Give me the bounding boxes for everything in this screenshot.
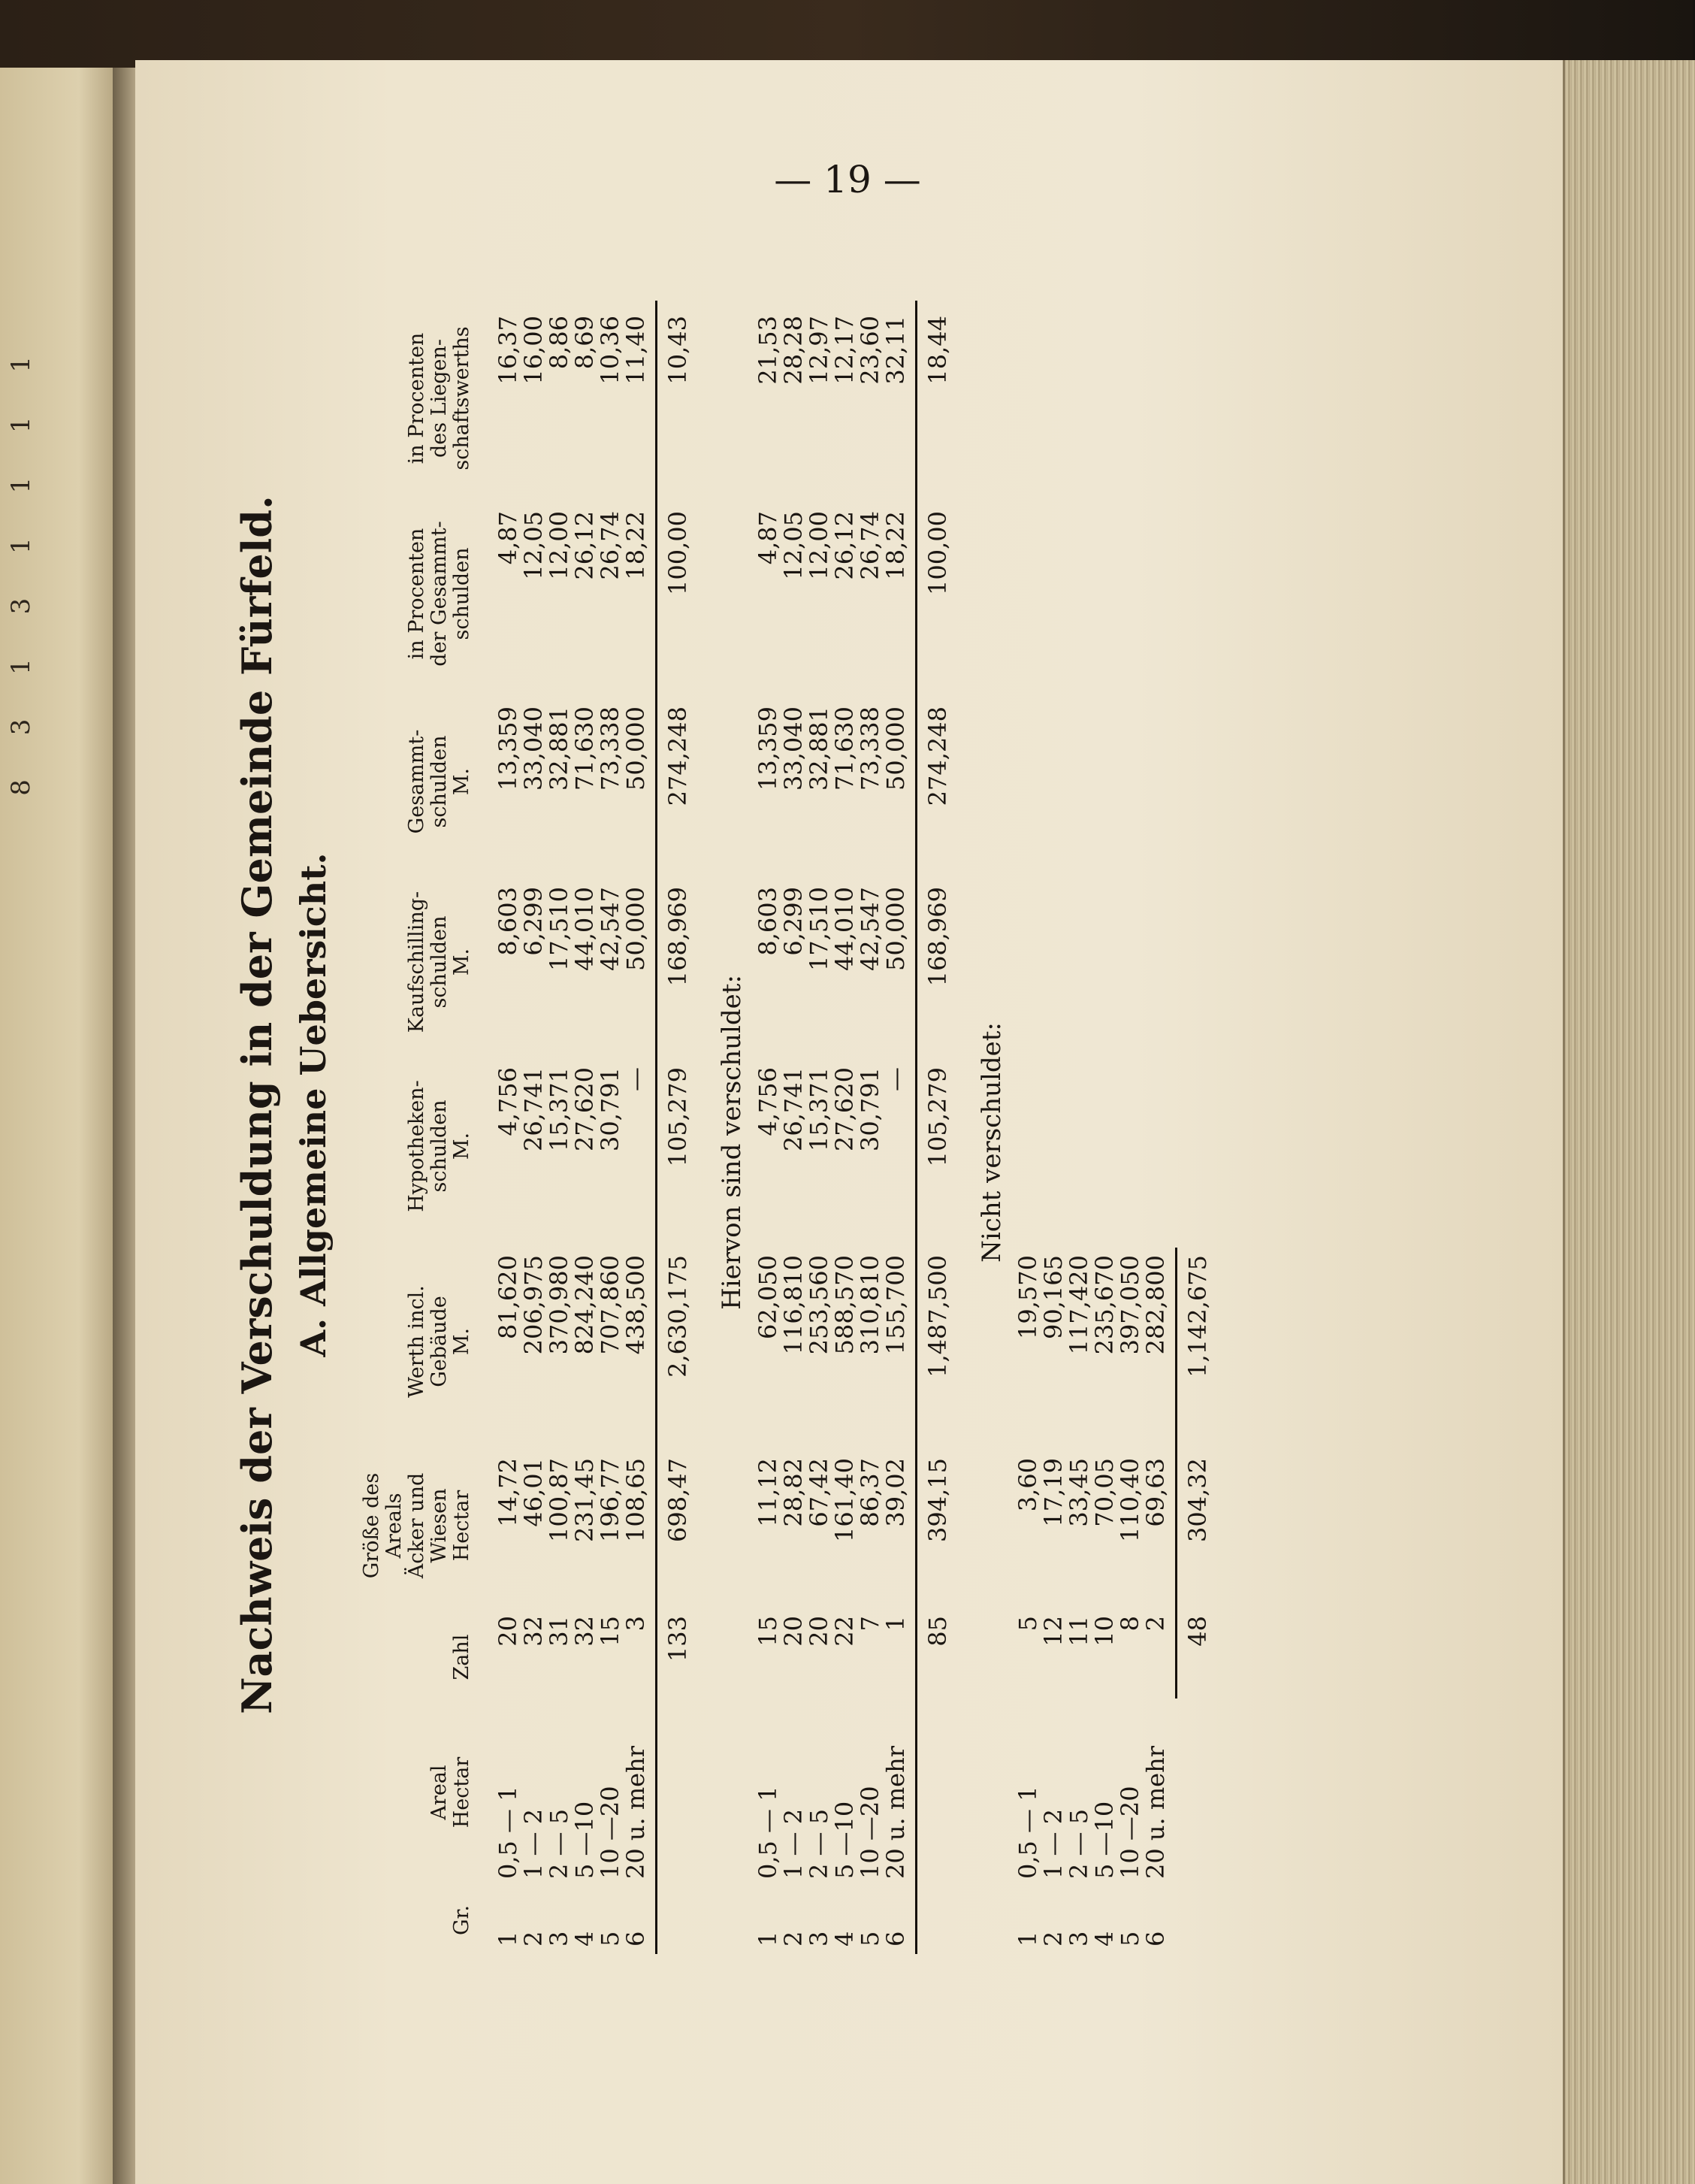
total-hypo: 105,279 [663, 1067, 692, 1167]
cell-groesse: 39,02 [881, 1458, 910, 1527]
cell-groesse: 110,40 [1116, 1458, 1144, 1542]
cell-areal: 20 u. mehr [1141, 1745, 1170, 1879]
cell-areal: 2 — 5 [805, 1808, 833, 1879]
cell-gesammt: 71,630 [830, 706, 859, 791]
header-line: Kaufschilling- [405, 891, 428, 1033]
cell-groesse: 28,82 [779, 1458, 808, 1527]
cell-hypo: 4,756 [754, 1067, 782, 1136]
header-line: M. [450, 948, 473, 976]
cell-groesse: 11,12 [754, 1458, 782, 1527]
cell-gesammt: 13,359 [754, 706, 782, 791]
page-number: — 19 — [774, 158, 921, 201]
cell-werth: 310,810 [856, 1255, 884, 1355]
cell-kauf: 50,000 [881, 887, 910, 971]
header-line: Areals [382, 1493, 406, 1559]
cell-hypo: — [881, 1067, 910, 1091]
cell-gr: 3 [545, 1931, 573, 1947]
cell-kauf: 44,010 [830, 887, 859, 971]
cell-groesse: 67,42 [805, 1458, 833, 1527]
cell-kauf: 8,603 [494, 887, 522, 956]
header-pct_g [406, 496, 473, 691]
header-gesammt [406, 691, 473, 872]
cell-gr: 5 [856, 1931, 884, 1947]
total-groesse: 304,32 [1183, 1458, 1212, 1542]
header-werth [406, 1240, 473, 1443]
cell-hypo: 15,371 [545, 1067, 573, 1151]
cell-gr: 2 [779, 1931, 808, 1947]
total-divider [915, 301, 917, 1954]
cell-zahl: 32 [519, 1616, 548, 1647]
header-line: Größe des [360, 1472, 383, 1579]
header-kauf [406, 872, 473, 1052]
cell-werth: 370,980 [545, 1255, 573, 1355]
cell-pct_l: 28,28 [779, 316, 808, 385]
left-page-text-fragment: 8 3 1 3 1 1 1 1 [6, 338, 36, 796]
cell-gr: 6 [621, 1931, 650, 1947]
cell-werth: 282,800 [1141, 1255, 1170, 1355]
header-line: des Liegen- [428, 338, 451, 458]
cell-groesse: 46,01 [519, 1458, 548, 1527]
cell-pct_g: 26,74 [856, 511, 884, 580]
cell-groesse: 3,60 [1014, 1458, 1042, 1512]
cell-groesse: 108,65 [621, 1458, 650, 1542]
total-kauf: 168,969 [663, 887, 692, 987]
cell-werth: 19,570 [1014, 1255, 1042, 1339]
section-label: Nicht verschuldet: [977, 1022, 1007, 1263]
cell-gr: 6 [1141, 1931, 1170, 1947]
cell-pct_l: 10,36 [596, 316, 624, 385]
total-hypo: 105,279 [923, 1067, 952, 1167]
total-zahl: 85 [923, 1616, 952, 1647]
header-line: Gebäude [428, 1296, 451, 1387]
cell-gr: 3 [805, 1931, 833, 1947]
cell-pct_g: 12,00 [805, 511, 833, 580]
cell-gr: 5 [1116, 1931, 1144, 1947]
cell-kauf: 8,603 [754, 887, 782, 956]
cell-hypo: 26,741 [519, 1067, 548, 1151]
header-line: M. [450, 1327, 473, 1356]
header-zahl [451, 1601, 473, 1714]
cell-zahl: 15 [754, 1616, 782, 1647]
section-label: Hiervon sind verschuldet: [717, 975, 747, 1310]
cell-kauf: 6,299 [779, 887, 808, 956]
cell-areal: 20 u. mehr [621, 1745, 650, 1879]
cell-zahl: 32 [570, 1616, 599, 1647]
header-line: M. [450, 767, 473, 796]
cell-zahl: 1 [881, 1616, 910, 1632]
cell-hypo: 30,791 [596, 1067, 624, 1151]
cell-gr: 4 [1090, 1931, 1119, 1947]
cell-gesammt: 71,630 [570, 706, 599, 791]
cell-zahl: 31 [545, 1616, 573, 1647]
cell-zahl: 22 [830, 1616, 859, 1647]
cell-areal: 2 — 5 [545, 1808, 573, 1879]
cell-hypo: 30,791 [856, 1067, 884, 1151]
cell-gesammt: 50,000 [881, 706, 910, 791]
header-line: Äcker und [405, 1472, 428, 1579]
header-line: der Gesammt- [428, 521, 451, 667]
cell-areal: 10 —20 [596, 1786, 624, 1879]
cell-areal: 1 — 2 [1039, 1808, 1068, 1879]
cell-kauf: 44,010 [570, 887, 599, 971]
cell-kauf: 42,547 [856, 887, 884, 971]
cell-gr: 4 [830, 1931, 859, 1947]
cell-werth: 117,420 [1065, 1255, 1093, 1355]
cell-hypo: 15,371 [805, 1067, 833, 1151]
cell-zahl: 20 [779, 1616, 808, 1647]
cell-gesammt: 73,338 [596, 706, 624, 791]
cell-zahl: 11 [1065, 1616, 1093, 1647]
total-gesammt: 274,248 [663, 706, 692, 806]
cell-hypo: 4,756 [494, 1067, 522, 1136]
header-line: Hectar [450, 1756, 473, 1829]
debt-table [225, 240, 1247, 1969]
cell-pct_l: 16,00 [519, 316, 548, 385]
header-line: schulden [428, 915, 451, 1009]
total-pct_l: 10,43 [663, 316, 692, 385]
cell-zahl: 20 [494, 1616, 522, 1647]
cell-zahl: 15 [596, 1616, 624, 1647]
total-pct_g: 100,00 [663, 511, 692, 595]
cell-kauf: 50,000 [621, 887, 650, 971]
cell-werth: 235,670 [1090, 1255, 1119, 1355]
cell-pct_l: 8,69 [570, 316, 599, 370]
cell-gr: 6 [881, 1931, 910, 1947]
header-line: schaftswerths [450, 326, 473, 470]
cell-zahl: 3 [621, 1616, 650, 1632]
cell-pct_g: 12,05 [779, 511, 808, 580]
cell-areal: 20 u. mehr [881, 1745, 910, 1879]
cell-areal: 10 —20 [1116, 1786, 1144, 1879]
cell-pct_l: 32,11 [881, 316, 910, 385]
header-line: Areal [428, 1765, 451, 1820]
header-line: Zahl [450, 1634, 473, 1680]
cell-kauf: 17,510 [545, 887, 573, 971]
cell-gr: 5 [596, 1931, 624, 1947]
total-kauf: 168,969 [923, 887, 952, 987]
cell-areal: 1 — 2 [519, 1808, 548, 1879]
header-groesse [361, 1443, 473, 1608]
total-werth: 1,487,500 [923, 1255, 952, 1378]
cell-werth: 116,810 [779, 1255, 808, 1355]
cell-hypo: 27,620 [830, 1067, 859, 1151]
header-line: in Procenten [405, 332, 428, 464]
cell-zahl: 12 [1039, 1616, 1068, 1647]
header-hypo [406, 1052, 473, 1240]
header-line: Werth incl. [405, 1285, 428, 1398]
cell-pct_l: 12,97 [805, 316, 833, 385]
cell-werth: 397,050 [1116, 1255, 1144, 1355]
cell-werth: 588,570 [830, 1255, 859, 1355]
cell-werth: 62,050 [754, 1255, 782, 1339]
header-areal [428, 1691, 473, 1894]
cell-areal: 5 —10 [570, 1801, 599, 1879]
cell-gr: 1 [754, 1931, 782, 1947]
cell-werth: 438,500 [621, 1255, 650, 1355]
cell-pct_g: 18,22 [881, 511, 910, 580]
cell-pct_l: 21,53 [754, 316, 782, 385]
cell-kauf: 6,299 [519, 887, 548, 956]
cell-groesse: 17,19 [1039, 1458, 1068, 1527]
header-line: schulden [428, 1100, 451, 1193]
total-pct_l: 18,44 [923, 316, 952, 385]
header-line: Gesammt- [405, 729, 428, 834]
cell-pct_l: 16,37 [494, 316, 522, 385]
cell-areal: 1 — 2 [779, 1808, 808, 1879]
cell-pct_l: 11,40 [621, 316, 650, 385]
cell-hypo: — [621, 1067, 650, 1091]
cell-pct_g: 26,12 [570, 511, 599, 580]
cell-werth: 253,560 [805, 1255, 833, 1355]
cell-gr: 1 [494, 1931, 522, 1947]
cell-zahl: 8 [1116, 1616, 1144, 1632]
cell-werth: 81,620 [494, 1255, 522, 1339]
header-line: Hectar [450, 1490, 473, 1562]
cell-gesammt: 33,040 [779, 706, 808, 791]
cell-areal: 2 — 5 [1065, 1808, 1093, 1879]
cell-werth: 90,165 [1039, 1255, 1068, 1339]
cell-zahl: 2 [1141, 1616, 1170, 1632]
cell-groesse: 70,05 [1090, 1458, 1119, 1527]
header-line: Gr. [450, 1904, 473, 1936]
cell-areal: 0,5 — 1 [494, 1786, 522, 1879]
cell-pct_g: 4,87 [494, 511, 522, 565]
header-pct_l [406, 301, 473, 496]
cell-werth: 824,240 [570, 1255, 599, 1355]
total-werth: 1,142,675 [1183, 1255, 1212, 1378]
cell-pct_g: 12,00 [545, 511, 573, 580]
cell-gr: 1 [1014, 1931, 1042, 1947]
cell-zahl: 20 [805, 1616, 833, 1647]
cell-gr: 4 [570, 1931, 599, 1947]
cell-areal: 0,5 — 1 [754, 1786, 782, 1879]
cell-pct_g: 26,12 [830, 511, 859, 580]
cell-kauf: 17,510 [805, 887, 833, 971]
cell-gr: 3 [1065, 1931, 1093, 1947]
document-subtitle: A. Allgemeine Uebersicht. [293, 852, 334, 1357]
cell-areal: 10 —20 [856, 1786, 884, 1879]
total-pct_g: 100,00 [923, 511, 952, 595]
total-zahl: 48 [1183, 1616, 1212, 1647]
total-gesammt: 274,248 [923, 706, 952, 806]
cell-werth: 206,975 [519, 1255, 548, 1355]
header-line: M. [450, 1132, 473, 1160]
total-groesse: 698,47 [663, 1458, 692, 1542]
cell-groesse: 196,77 [596, 1458, 624, 1542]
cell-groesse: 14,72 [494, 1458, 522, 1527]
cell-gesammt: 33,040 [519, 706, 548, 791]
cell-hypo: 27,620 [570, 1067, 599, 1151]
cell-gesammt: 32,881 [545, 706, 573, 791]
cell-groesse: 231,45 [570, 1458, 599, 1542]
cell-pct_g: 18,22 [621, 511, 650, 580]
cell-zahl: 7 [856, 1616, 884, 1632]
cell-gesammt: 50,000 [621, 706, 650, 791]
cell-areal: 5 —10 [830, 1801, 859, 1879]
page-edges [1563, 60, 1695, 2184]
total-divider [655, 301, 657, 1954]
cell-kauf: 42,547 [596, 887, 624, 971]
cell-werth: 155,700 [881, 1255, 910, 1355]
cell-groesse: 161,40 [830, 1458, 859, 1542]
total-divider [1175, 1248, 1177, 1698]
cell-pct_g: 26,74 [596, 511, 624, 580]
header-line: in Procenten [405, 528, 428, 660]
cell-werth: 707,860 [596, 1255, 624, 1355]
cell-gesammt: 32,881 [805, 706, 833, 791]
header-line: schulden [428, 735, 451, 828]
cell-areal: 5 —10 [1090, 1801, 1119, 1879]
left-page-edge [0, 68, 116, 2184]
cell-groesse: 86,37 [856, 1458, 884, 1527]
cell-groesse: 69,63 [1141, 1458, 1170, 1527]
cell-areal: 0,5 — 1 [1014, 1786, 1042, 1879]
cell-zahl: 10 [1090, 1616, 1119, 1647]
document-title: Nachweis der Verschuldung in der Gemeinde Fürfeld. [233, 495, 281, 1714]
cell-gesammt: 13,359 [494, 706, 522, 791]
cell-gr: 2 [1039, 1931, 1068, 1947]
header-line: Hypotheken- [405, 1080, 428, 1212]
total-zahl: 133 [663, 1616, 692, 1662]
header-line: schulden [450, 547, 473, 640]
cell-pct_g: 12,05 [519, 511, 548, 580]
cell-groesse: 100,87 [545, 1458, 573, 1542]
total-werth: 2,630,175 [663, 1255, 692, 1378]
cell-pct_l: 12,17 [830, 316, 859, 385]
cell-pct_l: 23,60 [856, 316, 884, 385]
header-line: Wiesen [428, 1488, 451, 1563]
cell-gesammt: 73,338 [856, 706, 884, 791]
cell-pct_l: 8,86 [545, 316, 573, 370]
cell-zahl: 5 [1014, 1616, 1042, 1632]
total-groesse: 394,15 [923, 1458, 952, 1542]
rotated-table [225, 240, 1247, 1969]
cell-groesse: 33,45 [1065, 1458, 1093, 1527]
cell-hypo: 26,741 [779, 1067, 808, 1151]
cell-pct_g: 4,87 [754, 511, 782, 565]
cell-gr: 2 [519, 1931, 548, 1947]
